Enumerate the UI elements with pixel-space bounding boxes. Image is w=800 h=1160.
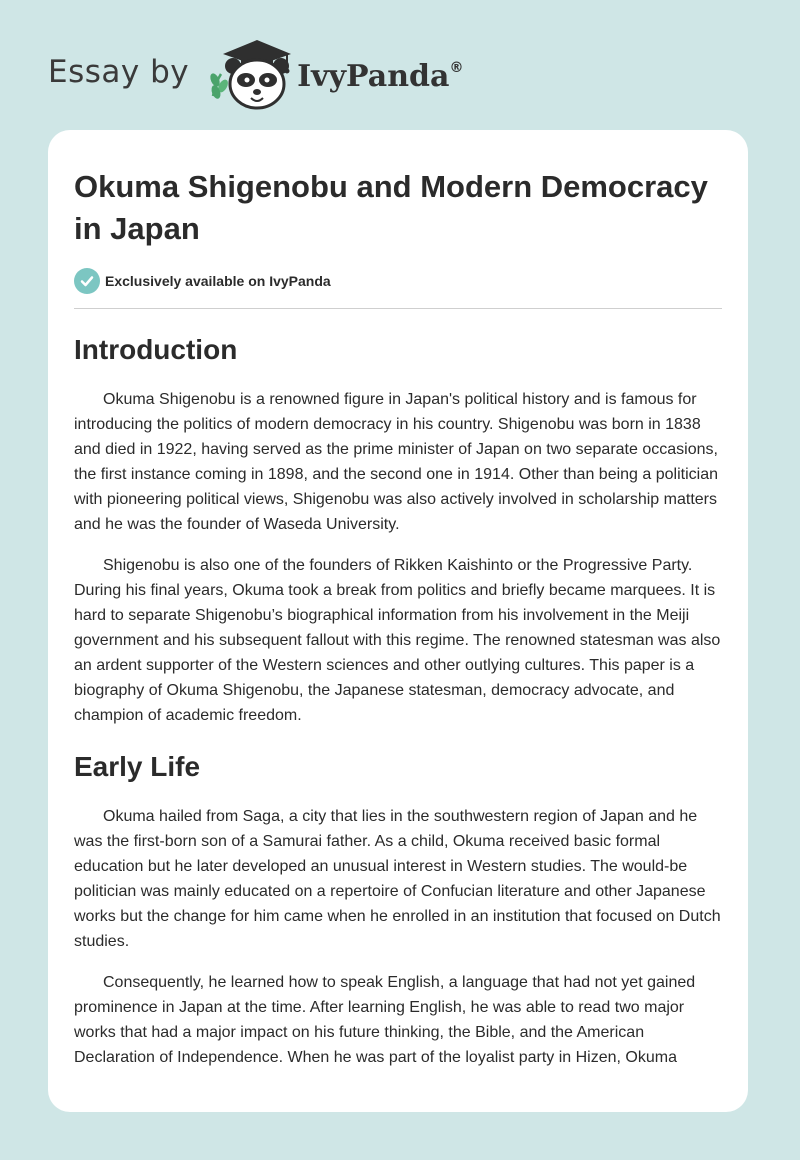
brand-name[interactable]: IvyPanda® xyxy=(297,58,464,94)
page-title: Okuma Shigenobu and Modern Democracy in Japan xyxy=(74,169,708,246)
section-heading-early-life: Early Life xyxy=(74,751,201,782)
section-heading-introduction: Introduction xyxy=(74,334,238,365)
registered-mark: ® xyxy=(449,59,464,76)
paragraph: Okuma Shigenobu is a renowned figure in Japan's political history and is famous for introducing the politics of modern democracy in his country. Shigenobu was born in 1838 and died in 1922, having served as the prime minister of Japan on two separate occasions, the first instance coming in 1898, and the second one in 1914. Other than being a politician with pioneering political views, Shigenobu was also actively involved in scholarship matters and he was the founder of Waseda University. xyxy=(74,391,718,533)
essay-card xyxy=(48,130,748,1112)
site-header xyxy=(48,36,463,112)
paragraph: Okuma hailed from Saga, a city that lies in the southwestern region of Japan and he was the first-born son of a Samurai father. As a child, Okuma received basic formal education but he later developed an unusual interest in Western studies. The would-be politician was mainly educated on a repertoire of Confucian literature and other Japanese works but the change for him came when he enrolled in an institution that focused on Dutch studies. xyxy=(74,808,721,950)
panda-logo-icon[interactable] xyxy=(203,36,295,112)
exclusive-badge xyxy=(74,268,722,294)
essay-by-label: Essay by xyxy=(48,54,190,90)
check-icon xyxy=(74,268,100,294)
paragraph: Shigenobu is also one of the founders of Rikken Kaishinto or the Progressive Party. During his final years, Okuma took a break from politics and briefly became marquees. It is hard to separate Shigenobu’s biographical information from his involvement in the Meiji government and his subsequent fallout with this regime. The renowned statesman was also an ardent supporter of the Western sciences and other outlying cultures. This paper is a biography of Okuma Shigenobu, the Japanese statesman, democracy advocate, and champion of academic freedom. xyxy=(74,557,721,724)
paragraph: Consequently, he learned how to speak English, a language that had not yet gained prominence in Japan at the time. After learning English, he was able to read two major works that had a major impact on his future thinking, the Bible, and the American Declaration of Independence. When he was part of the loyalist party in Hizen, Okuma xyxy=(74,974,696,1066)
divider xyxy=(74,308,722,309)
exclusive-badge-label: Exclusively available on IvyPanda xyxy=(105,273,331,289)
